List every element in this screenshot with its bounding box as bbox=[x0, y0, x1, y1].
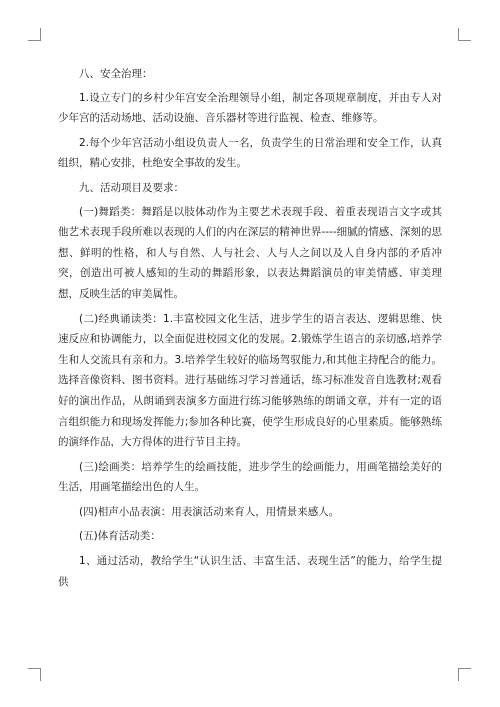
paragraph-safety-group: 1.设立专门的乡村少年宫安全治理领导小组，制定各项规章制度，并由专人对少年宫的活动场地、活动设施、音乐器材等进行监视、检查、维修等。 bbox=[58, 91, 442, 125]
crop-mark-top-right bbox=[458, 28, 471, 41]
section-heading-safety: 八、安全治理： bbox=[79, 68, 153, 80]
paragraph-sports-heading: (五)体育活动类： bbox=[79, 530, 161, 543]
section-heading-activities: 九、活动项目及要求： bbox=[79, 181, 184, 194]
paragraph-painting: (三)绘画类：培养学生的绘画技能，进步学生的绘画能力，用画笔描绘美好的生活，用画笔描绘出色的人生。 bbox=[58, 460, 442, 494]
paragraph-sports-1: 1、通过活动，教给学生“认识生活、丰富生活、表现生活”的能力，给学生提供 bbox=[58, 555, 442, 588]
paragraph-group-leader: 2.每个少年宫活动小组设负责人一名，负责学生的日常治理和安全工作，认真组织，精心安排，杜绝安全事故的发生。 bbox=[58, 136, 442, 170]
paragraph-recitation: (二)经典诵读类：1.丰富校园文化生活，进步学生的语言表达、逻辑思维、快速反应和协调能力，以全面促进校园文化的发展。2.锻炼学生语言的亲切感,培养学生和人交流具有亲和力。3.培养学生较好的临场驾驭能力,和其他主持配合的能力。选择音像资料、图书资料。进行基础练习学习普通话，练习标准发音自选教材;观看好的演出作品，从朗诵到表演多方面进行练习能够熟练的朗诵文章，并有一定的语言组织能力和现场发挥能力;参加各种比赛，使学生形成良好的心里素质。能够熟练的演绎作品，大方得体的进行节目主持。 bbox=[58, 312, 442, 449]
crop-mark-top-left bbox=[28, 28, 41, 41]
document-body bbox=[58, 64, 442, 596]
paragraph-crosstalk: (四)相声小品表演：用表演活动来育人，用情景来感人。 bbox=[79, 505, 340, 518]
paragraph-dance: (一)舞蹈类：舞蹈是以肢体动作为主要艺术表现手段、着重表现语言文字或其他艺术表现手段所难以表现的人们的内在深层的精神世界----细腻的情感、深刻的思想、鲜明的性格，和人与自然、人与社会、人与人之间以及人自身内部的矛盾冲突，创造出可被人感知的生动的舞蹈形象，以表达舞蹈演员的审美情感、审美理想，反映生活的审美属性。 bbox=[58, 205, 442, 300]
crop-mark-bottom-right bbox=[458, 668, 471, 681]
crop-mark-bottom-left bbox=[28, 668, 41, 681]
